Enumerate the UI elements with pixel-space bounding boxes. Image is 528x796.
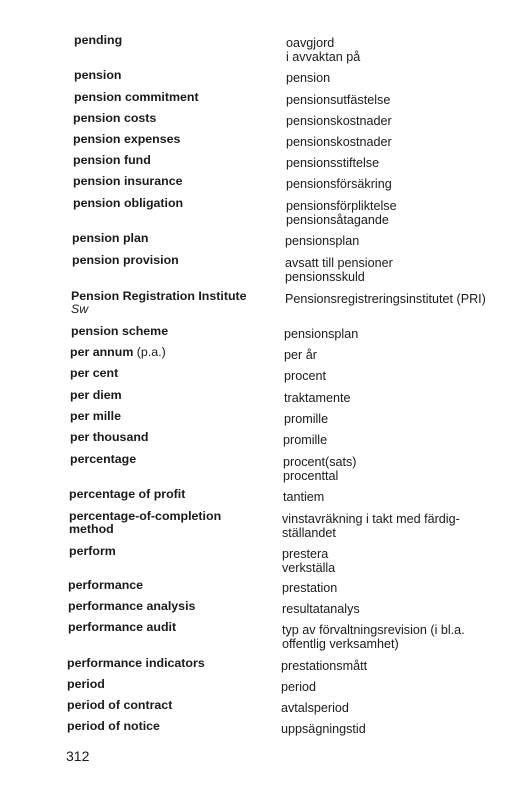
- entry-translation: [285, 292, 486, 306]
- translation-line: avsatt till pensioner: [285, 256, 393, 270]
- entry-term: [71, 290, 247, 316]
- translation-line: period: [281, 680, 317, 694]
- term-text: per thousand: [70, 430, 149, 444]
- entry-term: [70, 410, 121, 423]
- term-text: percentage-of-completion: [69, 509, 222, 523]
- entry-term: [67, 699, 172, 712]
- translation-line: promille: [284, 412, 329, 426]
- translation-line: Pensionsregistreringsinstitutet (PRI): [285, 292, 486, 306]
- entry-translation: [284, 327, 358, 341]
- entry-translation: [281, 722, 366, 736]
- entry-term: [67, 657, 205, 670]
- entry-translation: [282, 512, 460, 540]
- translation-line: pensionsförsäkring: [286, 177, 392, 191]
- page-number: 312: [66, 748, 90, 764]
- term-text: pension: [74, 68, 122, 82]
- translation-line: promille: [283, 433, 328, 447]
- term-text: percentage of profit: [69, 487, 186, 501]
- entry-term: [69, 545, 116, 558]
- term-text: per cent: [70, 366, 119, 380]
- translation-line: uppsägningstid: [281, 722, 366, 736]
- translation-line: procent: [284, 369, 327, 383]
- entry-translation: [282, 581, 337, 595]
- translation-line: prestera: [282, 547, 329, 561]
- translation-line: oavgjord: [286, 36, 335, 50]
- term-text: pension plan: [72, 231, 149, 245]
- translation-line: pensionsutfästelse: [286, 93, 391, 107]
- entry-term: [70, 431, 148, 444]
- entry-term: [69, 510, 221, 536]
- term-text: performance analysis: [68, 599, 196, 613]
- entry-translation: [281, 701, 349, 715]
- entry-translation: [284, 391, 351, 405]
- entry-term: [74, 69, 122, 82]
- translation-line: pensionskostnader: [286, 135, 392, 149]
- entry-term: [74, 34, 122, 47]
- term-text: pension costs: [73, 111, 157, 125]
- translation-line: prestationsmått: [281, 659, 368, 673]
- entry-term: [69, 488, 185, 501]
- term-text: per annum: [70, 345, 134, 359]
- term-text: pension obligation: [73, 196, 184, 210]
- entry-term: [72, 254, 179, 267]
- entry-translation: [286, 36, 360, 64]
- entry-term: [72, 232, 148, 245]
- entry-term: [71, 325, 168, 338]
- entry-translation: [282, 623, 465, 651]
- entry-translation: [283, 433, 327, 447]
- term-text: period: [67, 677, 105, 691]
- term-text: pension commitment: [74, 90, 199, 104]
- translation-line: resultatanalys: [282, 602, 360, 616]
- entry-translation: [286, 114, 392, 128]
- entry-term: [73, 197, 183, 210]
- term-text: pension scheme: [71, 324, 169, 338]
- translation-line: procenttal: [283, 469, 339, 483]
- translation-line: ställandet: [282, 526, 336, 540]
- entry-translation: [286, 135, 392, 149]
- translation-line: vinstavräkning i takt med färdig-: [282, 512, 460, 526]
- translation-line: tantiem: [283, 490, 325, 504]
- entry-translation: [281, 659, 367, 673]
- entry-term: [70, 367, 118, 380]
- entry-translation: [282, 547, 335, 575]
- term-text: pension provision: [72, 253, 179, 267]
- entry-translation: [284, 369, 326, 383]
- term-text: perform: [69, 544, 116, 558]
- entry-term: [68, 600, 195, 613]
- entry-translation: [283, 455, 357, 483]
- entry-translation: [282, 602, 360, 616]
- term-text: percentage: [70, 452, 137, 466]
- entry-term: [73, 175, 182, 188]
- term-text: per diem: [70, 388, 122, 402]
- entry-term: [73, 112, 156, 125]
- entry-translation: [284, 348, 317, 362]
- entry-term: [70, 453, 136, 466]
- term-region: Sw: [71, 302, 89, 316]
- term-abbreviation: (p.a.): [136, 345, 166, 359]
- translation-line: pensionsplan: [285, 234, 360, 248]
- term-text: Pension Registration Institute: [71, 289, 247, 303]
- entry-translation: [281, 680, 316, 694]
- entry-term: [74, 91, 199, 104]
- entry-translation: [285, 234, 359, 248]
- term-text-line2: method: [69, 522, 114, 536]
- entry-term: [73, 133, 180, 146]
- translation-line: prestation: [282, 581, 338, 595]
- term-text: pending: [74, 33, 123, 47]
- entry-translation: [286, 199, 397, 227]
- entry-term: [68, 579, 143, 592]
- entry-translation: [286, 71, 330, 85]
- term-text: performance indicators: [67, 656, 205, 670]
- translation-line: pensionsförpliktelse: [286, 199, 397, 213]
- translation-line: pensionsåtagande: [286, 213, 389, 227]
- term-text: performance audit: [68, 620, 177, 634]
- term-text: pension expenses: [73, 132, 181, 146]
- translation-line: pensionsstiftelse: [286, 156, 380, 170]
- term-text: period of contract: [67, 698, 173, 712]
- entry-translation: [284, 412, 328, 426]
- entry-term: [67, 720, 160, 733]
- translation-line: traktamente: [284, 391, 351, 405]
- term-text: performance: [68, 578, 144, 592]
- translation-line: pensionskostnader: [286, 114, 392, 128]
- translation-line: pension: [286, 71, 331, 85]
- entry-translation: [285, 256, 393, 284]
- translation-line: procent(sats): [283, 455, 357, 469]
- translation-line: pensionsplan: [284, 327, 359, 341]
- term-text: period of notice: [67, 719, 160, 733]
- entry-term: [67, 678, 105, 691]
- term-text: per mille: [70, 409, 121, 423]
- entry-translation: [283, 490, 324, 504]
- translation-line: offentlig verksamhet): [282, 637, 399, 651]
- entry-term: [70, 389, 122, 402]
- entry-translation: [286, 177, 392, 191]
- translation-line: verkställa: [282, 561, 336, 575]
- translation-line: per år: [284, 348, 317, 362]
- term-text: pension fund: [73, 153, 151, 167]
- entry-translation: [286, 93, 390, 107]
- translation-line: i avvaktan på: [286, 50, 361, 64]
- translation-line: avtalsperiod: [281, 701, 349, 715]
- term-text: pension insurance: [73, 174, 183, 188]
- entry-term: [73, 154, 151, 167]
- entry-term: [70, 346, 166, 359]
- translation-line: typ av förvaltningsrevision (i bl.a.: [282, 623, 465, 637]
- entry-term: [68, 621, 176, 634]
- entry-translation: [286, 156, 379, 170]
- translation-line: pensionsskuld: [285, 270, 365, 284]
